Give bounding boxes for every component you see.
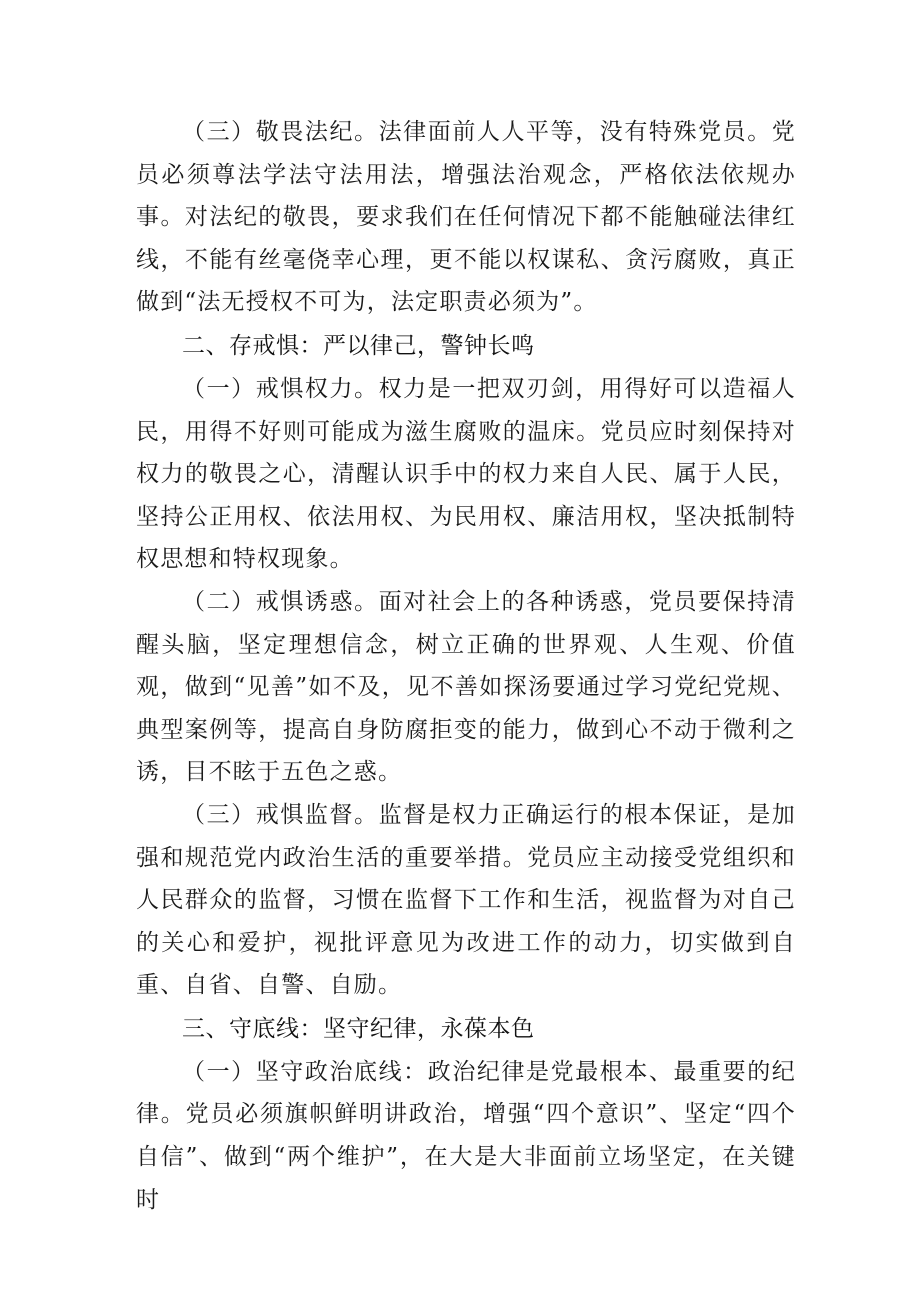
paragraph-fear-temptation: （二）戒惧诱惑。面对社会上的各种诱惑，党员要保持清醒头脑，坚定理想信念，树立正确的世界观、人生观、价值观，做到“见善”如不及，见不善如探汤要通过学习党纪党规、典型案例等，提高自身防腐拒变的能力，做到心不动于微利之诱，目不眩于五色之惑。 [136, 588, 796, 786]
document-body [136, 111, 796, 1221]
paragraph-fear-supervision: （三）戒惧监督。监督是权力正确运行的根本保证，是加强和规范党内政治生活的重要举措。党员应主动接受党组织和人民群众的监督，习惯在监督下工作和生活，视监督为对自己的关心和爱护，视批评意见为改进工作的动力，切实做到自重、自省、自警、自励。 [136, 801, 796, 999]
paragraph-political-bottom-line: （一）坚守政治底线：政治纪律是党最根本、最重要的纪律。党员必须旗帜鲜明讲政治，增强“四个意识”、坚定“四个自信”、做到“两个维护”，在大是大非面前立场坚定，在关键时 [136, 1058, 796, 1213]
section-heading-3: 三、守底线：坚守纪律，永葆本色 [182, 1015, 535, 1042]
section-heading-2: 二、存戒惧：严以律己，警钟长鸣 [182, 332, 535, 359]
paragraph-respect-law: （三）敬畏法纪。法律面前人人平等，没有特殊党员。党员必须尊法学法守法用法，增强法治观念，严格依法依规办事。对法纪的敬畏，要求我们在任何情况下都不能触碰法律红线，不能有丝毫侥幸心理，更不能以权谋私、贪污腐败，真正做到“法无授权不可为，法定职责必须为”。 [136, 119, 796, 316]
paragraph-fear-power: （一）戒惧权力。权力是一把双刃剑，用得好可以造福人民，用得不好则可能成为滋生腐败的温床。党员应时刻保持对权力的敬畏之心，清醒认识手中的权力来自人民、属于人民，坚持公正用权、依法用权、为民用权、廉洁用权，坚决抵制特权思想和特权现象。 [136, 375, 796, 573]
